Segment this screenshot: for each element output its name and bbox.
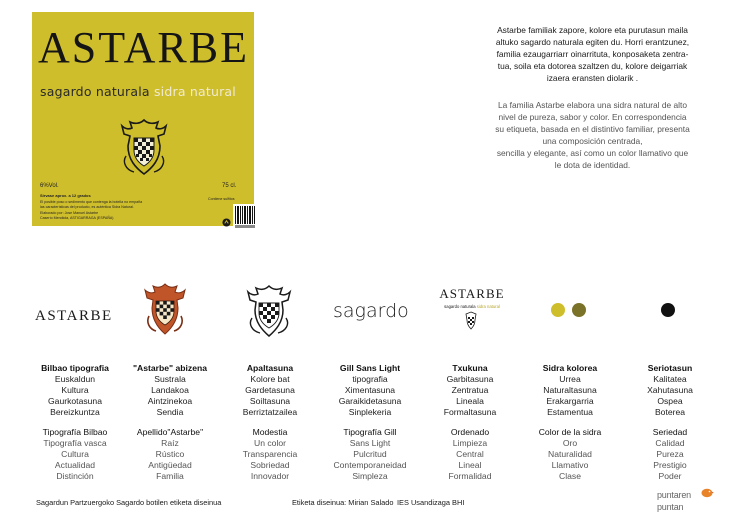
column-item: Garbitasuna	[446, 374, 494, 384]
column-item: Ospea	[657, 396, 683, 406]
color-crest-icon	[143, 282, 187, 336]
column-item: Urrea	[559, 374, 581, 384]
column-item: Sinplekeria	[348, 407, 392, 417]
column-title: "Astarbe" abizena	[132, 363, 208, 373]
mini-crest-icon	[463, 311, 479, 330]
footer-school: IES Usandizaga BHI	[397, 498, 465, 507]
column-title: Txukuna	[452, 363, 488, 373]
barcode-icon	[233, 204, 257, 230]
column-item: Zentratua	[451, 385, 489, 395]
bird-icon	[700, 486, 714, 498]
footer-project: Sagardun Partzuergoko Sagardo botilen etiketa diseinua	[36, 498, 222, 507]
typography-logo: ASTARBE	[35, 308, 113, 324]
label-volume: 75 cl.	[222, 183, 237, 189]
column-item-es: Limpieza	[452, 438, 488, 448]
description-spanish-line: sencilla y elegante, así como un color llamativo que	[496, 147, 689, 158]
column-item-es: Prestigio	[653, 460, 687, 470]
column-item-es: Actualidad	[54, 460, 96, 470]
concept-column-seriousness	[622, 363, 718, 482]
description-basque-line: Astarbe familiak zapore, kolore eta purutasun maila	[497, 25, 688, 35]
brand-logo-line1: puntaren	[657, 490, 691, 500]
concept-column-surname	[120, 363, 220, 482]
color-swatch-olive	[572, 303, 586, 317]
column-item: Estamentua	[547, 407, 593, 417]
column-title: Apaltasuna	[246, 363, 294, 373]
column-item-es: Tipografía vasca	[43, 438, 107, 448]
concept-column-typography	[30, 363, 120, 482]
mini-label-brand: ASTARBE	[439, 286, 505, 301]
color-swatch-black	[661, 303, 675, 317]
crest-icon	[118, 116, 170, 178]
column-item-es: Pureza	[656, 449, 684, 459]
column-item: Kolore bat	[250, 374, 290, 384]
column-item: Sustrala	[154, 374, 186, 384]
column-title: Bilbao tipografia	[41, 363, 109, 373]
column-item: Naturaltasuna	[543, 385, 597, 395]
column-title-es: Apellido"Astarbe"	[136, 427, 204, 437]
bw-crest-icon	[245, 284, 293, 338]
column-item: Bereizkuntza	[50, 407, 100, 417]
label-address: Caserío Mendiola, ASTIGARRAGA (ESPAÑA)	[40, 216, 114, 221]
description-basque-line: familia ezaugarriarr oinarrituta, konposaketa zentra-	[496, 48, 689, 59]
column-item-es: Raíz	[161, 438, 179, 448]
description-basque-line: altuko sagardo naturala egiten du. Horri erantzunez,	[495, 36, 690, 47]
column-item-es: Calidad	[655, 438, 685, 448]
label-fine-1: El posible poso o sedimento que contenga la botella no empaña	[40, 199, 143, 204]
description-spanish-line: una composición centrada,	[542, 135, 643, 146]
column-item-es: Sobriedad	[250, 460, 290, 470]
column-item-es: Simpleza	[352, 471, 388, 481]
column-item-es: Lineal	[458, 460, 482, 470]
column-item: Aintzinekoa	[147, 396, 193, 406]
column-item-es: Pulcritud	[353, 449, 387, 459]
label-serve: Sirvase aprox. a 12 grados	[40, 193, 91, 198]
description-basque-line: tua, soila eta dotorea szaltzen du, kolore deigarriak	[497, 60, 688, 71]
brand-logo-line2: puntan	[657, 502, 684, 512]
label-brand: ASTARBE	[38, 23, 249, 72]
column-item-es: Rústico	[155, 449, 185, 459]
description-spanish-line: su etiqueta, basada en el distintivo familiar, presenta	[495, 123, 690, 134]
column-item-es: Oro	[562, 438, 578, 448]
column-item-es: Poder	[658, 471, 682, 481]
mini-label-sub-basque: sagardo naturala	[444, 304, 476, 309]
column-title-es: Tipografía Gill	[343, 427, 397, 437]
concept-column-modesty	[222, 363, 318, 482]
column-item: Kultura	[61, 385, 89, 395]
column-item: Euskaldun	[54, 374, 96, 384]
description-basque	[480, 25, 705, 85]
column-item-es: Familia	[156, 471, 184, 481]
label-fine-2: las características del producto, es auténtica Sidra Natural.	[40, 205, 134, 210]
label-contains: Contiene sulfitos	[208, 197, 235, 201]
column-title-es: Tipografía Bilbao	[42, 427, 108, 437]
column-title: Gill Sans Light	[339, 363, 401, 373]
concept-column-neat	[422, 363, 518, 482]
description-spanish-line: le dota de identidad.	[554, 159, 631, 170]
column-item: Soiltasuna	[249, 396, 291, 406]
label-subtitle	[40, 84, 236, 99]
label-subtitle-basque: sagardo naturala	[40, 84, 150, 99]
column-title-es: Modestia	[252, 427, 288, 437]
column-item-es: Innovador	[250, 471, 290, 481]
bottle-label	[32, 12, 254, 226]
description-basque-line: izaera eransten diolarik .	[546, 72, 639, 83]
column-title-es: Seriedad	[652, 427, 688, 437]
column-item: Erakargarria	[546, 396, 594, 406]
gill-sans-sample: sagardo	[333, 300, 409, 322]
column-item-es: Cultura	[61, 449, 89, 459]
description-spanish-line: nivel de pureza, sabor y color. En correspondencia	[498, 111, 687, 122]
column-item: Gardetasuna	[245, 385, 295, 395]
mini-label-subtitle	[431, 304, 513, 309]
column-item: Gaurkotasuna	[48, 396, 102, 406]
column-item-es: Un color	[254, 438, 286, 448]
column-item-es: Llamativo	[551, 460, 589, 470]
label-abv: 6%Vol.	[40, 183, 59, 189]
label-producer: Elaborado por: Jose Manuel Astarbe	[40, 210, 99, 215]
concept-column-cider-color	[522, 363, 618, 482]
column-item-es: Naturalidad	[548, 449, 592, 459]
column-item-es: Central	[456, 449, 484, 459]
column-item: Boterea	[654, 407, 686, 417]
column-item: Landakoa	[151, 385, 189, 395]
column-title-es: Color de la sidra	[538, 427, 602, 437]
column-title: Seriotasun	[647, 363, 693, 373]
description-spanish-line: La familia Astarbe elabora una sidra natural de alto	[497, 100, 688, 110]
concept-column-gill-sans	[322, 363, 418, 482]
footer-designer: Etiketa diseinua: Mirian Salado	[292, 498, 394, 507]
column-item: Xahutasuna	[647, 385, 693, 395]
recycle-icon	[222, 218, 231, 227]
column-item: Ximentasuna	[344, 385, 396, 395]
column-item: Formaltasuna	[443, 407, 497, 417]
mini-label	[431, 286, 513, 340]
column-item-es: Distinción	[56, 471, 94, 481]
column-title: Sidra kolorea	[542, 363, 598, 373]
mini-label-sub-spanish: sidra natural	[476, 304, 500, 309]
column-item: Lineala	[456, 396, 484, 406]
color-swatch-yellow	[551, 303, 565, 317]
column-item-es: Contemporaneidad	[333, 460, 407, 470]
column-item: Kalitatea	[653, 374, 687, 384]
column-item-es: Sans Light	[349, 438, 391, 448]
column-item: Sendia	[156, 407, 184, 417]
column-item-es: Transparencia	[242, 449, 298, 459]
column-item: Garaikidetasuna	[338, 396, 402, 406]
column-item-es: Clase	[559, 471, 581, 481]
column-title-es: Ordenado	[450, 427, 490, 437]
description-spanish	[480, 100, 705, 172]
label-fine-print	[40, 193, 210, 222]
column-item: tipografia	[352, 374, 388, 384]
column-item: Berriztatzailea	[242, 407, 298, 417]
column-item-es: Formalidad	[448, 471, 492, 481]
puntaren-puntan-logo	[657, 486, 717, 520]
label-subtitle-spanish: sidra natural	[153, 84, 236, 99]
column-item-es: Antigüedad	[148, 460, 192, 470]
